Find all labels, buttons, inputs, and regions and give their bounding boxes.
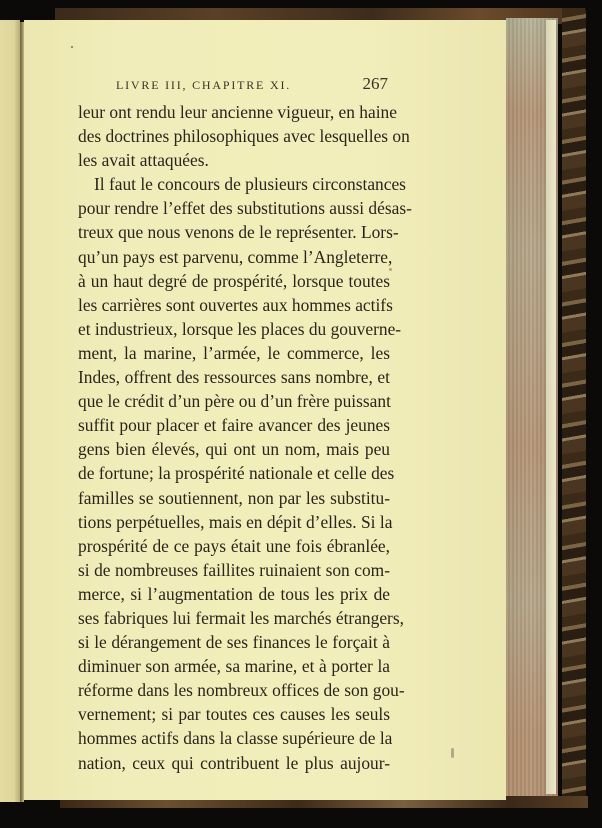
text-line: les avait attaquées. <box>78 150 209 171</box>
text-line: Indes, offrent des ressources sans nombre, et <box>78 367 390 388</box>
paper-spot <box>71 46 73 48</box>
text-line: les carrières sont ouvertes aux hommes actifs <box>78 294 393 315</box>
text-line: et industrieux, lorsque les places du gouverne- <box>78 318 402 339</box>
text-line: prospérité de ce pays était une fois ébranlée, <box>78 535 390 556</box>
text-line: Il faut le concours de plusieurs circonstances <box>94 174 406 195</box>
text-line: ment, la marine, l’armée, le commerce, les <box>78 342 390 363</box>
text-line: de fortune; la prospérité nationale et celle des <box>78 463 395 484</box>
page-number: 267 <box>362 74 388 93</box>
text-line: hommes actifs dans la classe supérieure de la <box>78 728 393 749</box>
body-text <box>78 100 412 775</box>
text-line: tions perpétuelles, mais en dépit d’elles. Si la <box>78 511 393 532</box>
text-line: à un haut degré de prospérité, lorsque toutes <box>78 270 390 291</box>
text-line: nation, ceux qui contribuent le plus aujour- <box>78 752 390 773</box>
running-head <box>78 76 388 94</box>
text-line: que le crédit d’un père ou d’un frère puissant <box>78 391 391 412</box>
text-line: leur ont rendu leur ancienne vigueur, en haine <box>78 102 397 122</box>
text-line: si le dérangement de ses finances le forçait à <box>78 632 390 653</box>
text-line: suffit pour placer et faire avancer des jeunes <box>78 415 390 436</box>
text-line: qu’un pays est parvenu, comme l’Angleterre, <box>78 246 393 267</box>
text-line: si de nombreuses faillites ruinaient son com- <box>78 559 390 580</box>
text-line: gens bien élevés, qui ont un nom, mais peu <box>78 439 390 460</box>
running-head-title: LIVRE III, CHAPITRE XI. <box>116 78 292 92</box>
text-line: réforme dans les nombreux offices de son gou- <box>78 680 405 701</box>
facing-page-sliver <box>0 20 20 802</box>
text-line: diminuer son armée, sa marine, et à porter la <box>78 656 390 677</box>
paper-spot <box>451 748 454 758</box>
text-line: ses fabriques lui fermait les marchés étrangers, <box>78 607 404 628</box>
page-block-edge-highlight <box>546 20 556 794</box>
text-line: vernement; si par toutes ces causes les seuls <box>78 704 390 725</box>
text-line: merce, si l’augmentation de tous les prix de <box>78 583 390 604</box>
text-line: treux que nous venons de le représenter. Lors- <box>78 222 399 243</box>
text-line: pour rendre l’effet des substitutions aussi désas- <box>78 198 412 219</box>
book-cover-marbled-edge <box>562 8 586 808</box>
text-line: familles se soutiennent, non par les substitu- <box>78 487 390 508</box>
text-line: des doctrines philosophiques avec lesquelles on <box>78 126 410 147</box>
